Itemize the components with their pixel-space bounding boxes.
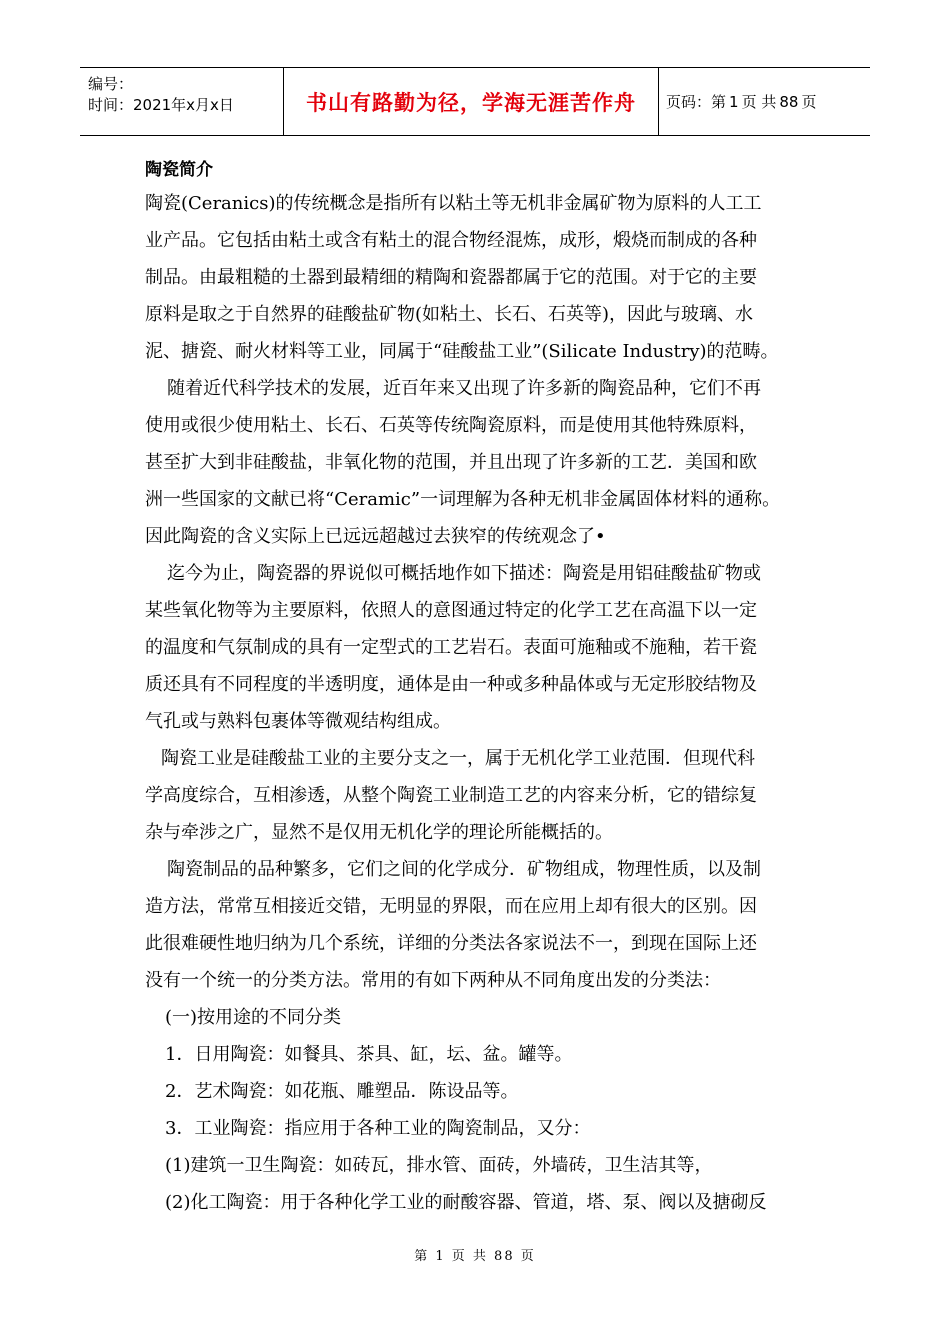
document-time-label: 时间：2021年x月x日 [88, 96, 234, 114]
header-motto: 书山有路勤为径，学海无涯苦作舟 [306, 89, 636, 115]
text-line: 3．工业陶瓷：指应用于各种工业的陶瓷制品，又分： [165, 1118, 591, 1139]
text-line: (2)化工陶瓷：用于各种化学工业的耐酸容器、管道，塔、泵、阀以及搪砌反 [165, 1192, 767, 1213]
document-body [145, 155, 825, 1221]
document-title: 陶瓷简介 [145, 160, 213, 180]
text-line: 迄今为止，陶瓷器的界说似可概括地作如下描述：陶瓷是用铝硅酸盐矿物或 [167, 563, 761, 584]
page-footer: 第 1 页 共 88 页 [414, 1249, 536, 1264]
text-line: 气孔或与熟料包裹体等微观结构组成。 [145, 711, 451, 732]
text-line: 使用或很少使用粘土、长石、石英等传统陶瓷原料，而是使用其他特殊原料， [145, 415, 757, 436]
page-current: 1 [729, 92, 739, 111]
text-line: 陶瓷工业是硅酸盐工业的主要分支之一，属于无机化学工业范围．但现代科 [161, 748, 755, 769]
text-line: 造方法，常常互相接近交错，无明显的界限，而在应用上却有很大的区别。因 [145, 896, 757, 917]
text-line: 制品。由最粗糙的土器到最精细的精陶和瓷器都属于它的范围。对于它的主要 [145, 267, 757, 288]
page-header [80, 67, 870, 136]
text-line: 原料是取之于自然界的硅酸盐矿物(如粘土、长石、石英等)，因此与玻璃、水 [145, 304, 754, 325]
header-meta [88, 74, 234, 116]
text-line: 杂与牵涉之广，显然不是仅用无机化学的理论所能概括的。 [145, 822, 613, 843]
text-line: 学高度综合，互相渗透，从整个陶瓷工业制造工艺的内容来分析，它的错综复 [145, 785, 757, 806]
text-line: (1)建筑一卫生陶瓷：如砖瓦，排水管、面砖，外墙砖，卫生洁其等， [165, 1155, 713, 1176]
text-line: 业产品。它包括由粘土或含有粘土的混合物经混炼，成形，煅烧而制成的各种 [145, 230, 757, 251]
text-line: 某些氧化物等为主要原料，依照人的意图通过特定的化学工艺在高温下以一定 [145, 600, 757, 621]
text-line: 质还具有不同程度的半透明度，通体是由一种或多种晶体或与无定形胶结物及 [145, 674, 757, 695]
body-text [145, 185, 825, 1221]
page-suffix: 页 [801, 93, 817, 111]
text-line: 随着近代科学技术的发展，近百年来又出现了许多新的陶瓷品种，它们不再 [167, 378, 761, 399]
text-line: 此很难硬性地归纳为几个系统，详细的分类法各家说法不一，到现在国际上还 [145, 933, 757, 954]
document-number-label: 编号： [88, 75, 134, 93]
text-line: 甚至扩大到非硅酸盐，非氧化物的范围，并且出现了许多新的工艺．美国和欧 [145, 452, 757, 473]
text-line: 没有一个统一的分类方法。常用的有如下两种从不同角度出发的分类法： [145, 970, 721, 991]
text-line: 泥、搪瓷、耐火材料等工业，同属于“硅酸盐工业”(Silicate Industry)的范畴。 [145, 341, 779, 362]
text-line: (一)按用途的不同分类 [165, 1007, 342, 1028]
page-total: 88 [779, 92, 799, 111]
header-divider [658, 68, 659, 135]
text-line: 2．艺术陶瓷：如花瓶、雕塑品．陈设品等。 [165, 1081, 519, 1102]
page-prefix: 页码：第 [666, 93, 727, 111]
text-line: 1．日用陶瓷：如餐具、茶具、缸，坛、盆。罐等。 [165, 1044, 573, 1065]
header-page-indicator [666, 68, 819, 135]
text-line: 因此陶瓷的含义实际上已远远超越过去狭窄的传统观念了• [145, 526, 606, 547]
text-line: 陶瓷(Ceranics)的传统概念是指所有以粘土等无机非金属矿物为原料的人工工 [145, 193, 762, 214]
text-line: 陶瓷制品的品种繁多，它们之间的化学成分．矿物组成，物理性质，以及制 [167, 859, 761, 880]
text-line: 的温度和气氛制成的具有一定型式的工艺岩石。表面可施釉或不施釉，若干瓷 [145, 637, 757, 658]
page-mid: 页 共 [741, 93, 777, 111]
text-line: 洲一些国家的文献已将“Ceramic”一词理解为各种无机非金属固体材料的通称。 [145, 489, 781, 510]
